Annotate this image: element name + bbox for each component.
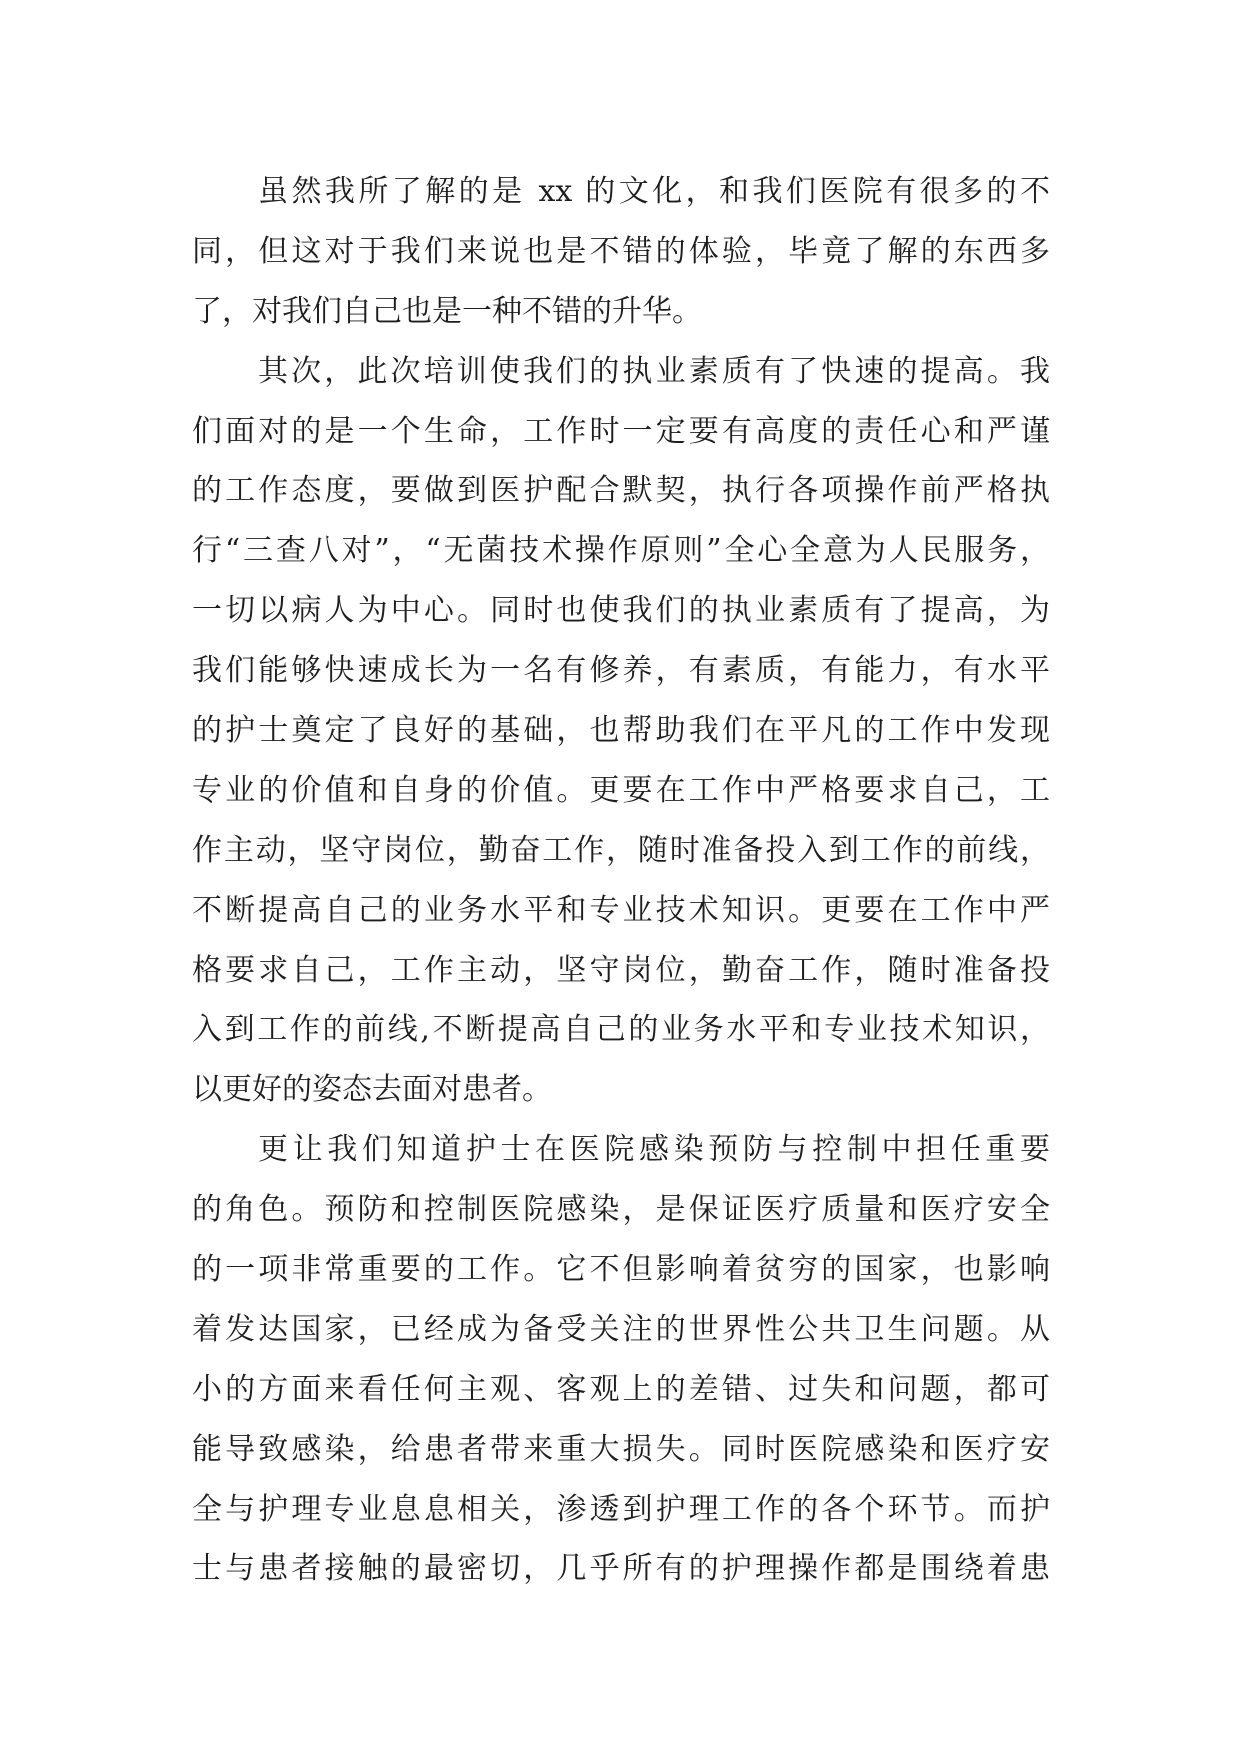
text-line: 士与患者接触的最密切，几乎所有的护理操作都是围绕着患 [192,1551,1050,1587]
text-line: 的一项非常重要的工作。它不但影响着贫穷的国家，也影响 [192,1252,1050,1288]
text-line: 的护士奠定了良好的基础，也帮助我们在平凡的工作中发现 [192,713,1050,749]
text-line: 全与护理专业息息相关，渗透到护理工作的各个环节。而护 [192,1491,1050,1527]
text-line: 了，对我们自己也是一种不错的升华。 [192,293,702,329]
text-line: 能导致感染，给患者带来重大损失。同时医院感染和医疗安 [192,1431,1050,1467]
text-line: 入到工作的前线,不断提高自己的业务水平和专业技术知识， [192,1012,1050,1048]
text-line: 作主动，坚守岗位，勤奋工作，随时准备投入到工作的前线， [192,832,1050,868]
paragraph-3 [192,1120,1050,1599]
text-line: 们面对的是一个生命，工作时一定要有高度的责任心和严谨 [192,413,1050,449]
text-line: 格要求自己，工作主动，坚守岗位，勤奋工作，随时准备投 [192,952,1050,988]
text-line: 的角色。预防和控制医院感染，是保证医疗质量和医疗安全 [192,1192,1050,1228]
document-body [192,162,1050,1599]
text-line: 的工作态度，要做到医护配合默契，执行各项操作前严格执 [192,473,1050,509]
text-line: 一切以病人为中心。同时也使我们的执业素质有了提高，为 [192,593,1050,629]
text-line: 以更好的姿态去面对患者。 [192,1072,552,1108]
text-line: 小的方面来看任何主观、客观上的差错、过失和问题，都可 [192,1371,1050,1407]
text-line: 专业的价值和自身的价值。更要在工作中严格要求自己，工 [192,772,1050,808]
text-line: 我们能够快速成长为一名有修养，有素质，有能力，有水平 [192,653,1050,689]
text-line: 不断提高自己的业务水平和专业技术知识。更要在工作中严 [192,892,1050,928]
text-line: 行“三查八对”，“无菌技术操作原则”全心全意为人民服务， [192,533,1050,569]
text-line: 虽然我所了解的是 xx 的文化，和我们医院有很多的不 [258,174,1050,209]
paragraph-1 [192,162,1050,342]
paragraph-2 [192,342,1050,1121]
text-line: 同，但这对于我们来说也是不错的体验，毕竟了解的东西多 [192,233,1050,269]
text-line: 更让我们知道护士在医院感染预防与控制中担任重要 [258,1132,1050,1168]
text-line: 其次，此次培训使我们的执业素质有了快速的提高。我 [258,353,1050,389]
text-line: 着发达国家，已经成为备受关注的世界性公共卫生问题。从 [192,1311,1050,1347]
